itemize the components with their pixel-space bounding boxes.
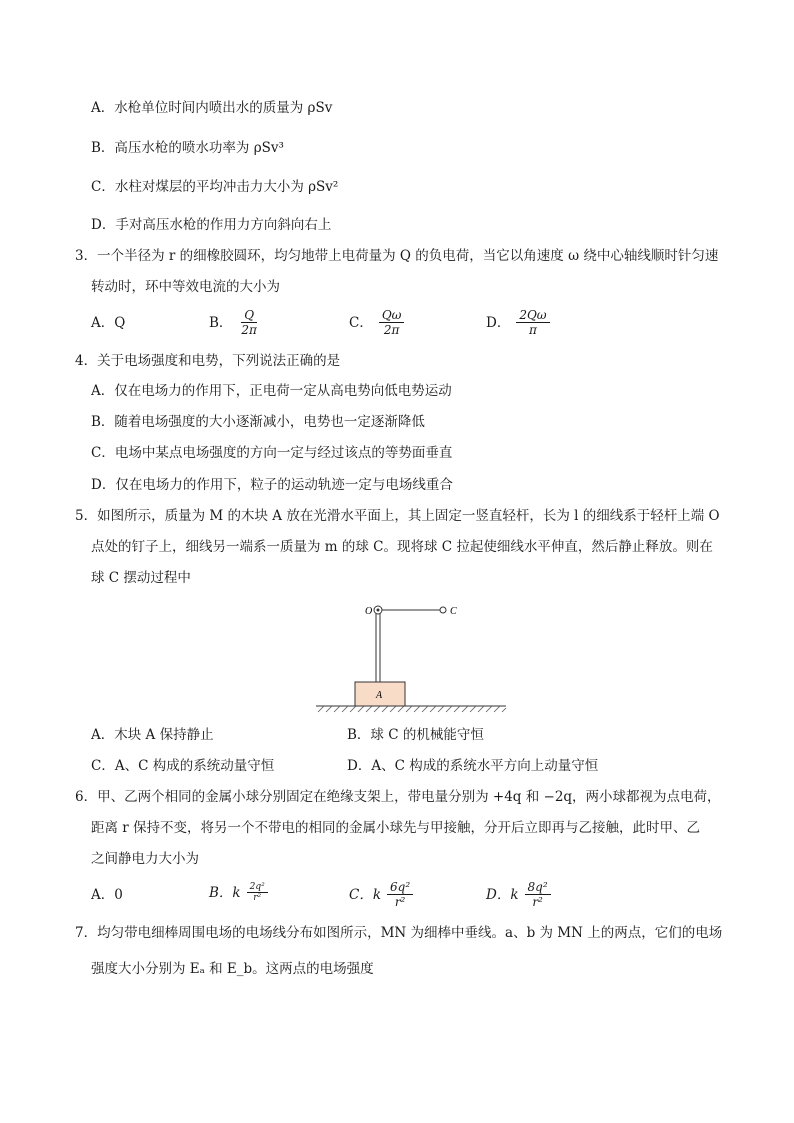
fraction-denominator: π: [529, 323, 537, 337]
q6-option-a: A．0: [91, 887, 123, 903]
q6-option-b-fraction: [247, 882, 268, 903]
q3-stem-line2: 转动时，环中等效电流的大小为: [91, 279, 280, 295]
q7-stem-line2: 强度大小分别为 Eₐ 和 E_b。这两点的电场强度: [91, 961, 374, 977]
q4-option-a: A．仅在电场力的作用下，正电荷一定从高电势向低电势运动: [91, 383, 452, 399]
q6-option-d-label: D．k: [486, 886, 519, 903]
fraction-denominator: 2π: [383, 323, 400, 337]
q6-option-d-fraction: [525, 880, 551, 909]
q3-option-c-label: C．: [349, 314, 373, 331]
q6-stem-line2: 距离 r 保持不变，将另一个不带电的相同的金属小球先与甲接触，分开后立即再与乙接触，此时甲、乙: [91, 820, 701, 836]
q3-option-b-label: B．: [209, 314, 233, 331]
q3-option-d-fraction: [516, 308, 549, 337]
ball-c-label: C: [450, 606, 457, 617]
q6-option-c: [349, 880, 413, 909]
q2-option-c: C．水柱对煤层的平均冲击力大小为 ρSv²: [91, 179, 339, 195]
q5-option-a: A．木块 A 保持静止: [91, 727, 214, 743]
q5-stem-line2: 点处的钉子上，细线另一端系一质量为 m 的球 C。现将球 C 拉起使细线水平伸直，然后静止释放。则在: [91, 539, 713, 555]
q6-option-c-fraction: [387, 880, 413, 909]
q4-option-b: B．随着电场强度的大小逐渐减小，电势也一定逐渐降低: [91, 414, 425, 430]
q5-figure: [310, 596, 510, 716]
q3-options: [91, 308, 711, 340]
block-a-label: A: [376, 690, 383, 701]
q3-option-d-label: D．: [486, 314, 511, 331]
q2-option-d: D．手对高压水枪的作用力方向斜向右上: [91, 217, 332, 233]
q5-option-d: D．A、C 构成的系统水平方向上动量守恒: [347, 758, 599, 774]
q3-stem-line1: 3．一个半径为 r 的细橡胶圆环，均匀地带上电荷量为 Q 的负电荷，当它以角速度 ω 绕中心轴线顺时针匀速: [75, 248, 719, 264]
q5-option-c: C．A、C 构成的系统动量守恒: [91, 758, 275, 774]
q3-option-c: [349, 308, 404, 337]
q6-options: [91, 880, 711, 912]
q4-option-d: D．仅在电场力的作用下，粒子的运动轨迹一定与电场线重合: [91, 477, 453, 493]
q3-option-b-fraction: [238, 308, 260, 337]
q4-stem: 4．关于电场强度和电势，下列说法正确的是: [75, 353, 341, 369]
fraction-numerator: Q: [241, 308, 257, 323]
q2-option-b: B．高压水枪的喷水功率为 ρSv³: [91, 140, 284, 156]
q7-stem-line1: 7．均匀带电细棒周围电场的电场线分布如图所示，MN 为细棒中垂线。a、b 为 MN 上的两点，它们的电场: [75, 925, 723, 941]
q6-option-b-label: B．k: [209, 884, 241, 901]
nail-o-center: [377, 609, 380, 612]
point-o-label: O: [365, 606, 373, 617]
q5-stem-line1: 5．如图所示，质量为 M 的木块 A 放在光滑水平面上，其上固定一竖直轻杆，长为 l 的细线系于轻杆上端 O: [75, 508, 720, 524]
q3-option-a: A．Q: [91, 315, 126, 331]
q6-option-d: [486, 880, 551, 909]
fraction-denominator: 2π: [241, 323, 257, 337]
ball-c: [440, 607, 446, 613]
fraction-denominator: r²: [394, 895, 406, 909]
vertical-rod: [376, 610, 380, 682]
fraction-denominator: r²: [253, 893, 262, 903]
fraction-denominator: r²: [532, 895, 543, 909]
fraction-numerator: 8q²: [525, 880, 551, 895]
fraction-numerator: 2q²: [247, 882, 268, 893]
ground-hatching: [318, 706, 506, 712]
q3-option-c-fraction: [379, 308, 405, 337]
q5-option-b: B．球 C 的机械能守恒: [347, 727, 484, 743]
fraction-numerator: Qω: [379, 308, 405, 323]
q6-stem-line3: 之间静电力大小为: [91, 851, 199, 867]
q6-option-b: [209, 882, 268, 903]
q2-option-a: A．水枪单位时间内喷出水的质量为 ρSv: [91, 100, 333, 116]
q5-stem-line3: 球 C 摆动过程中: [91, 570, 191, 586]
q3-option-b: [209, 308, 260, 337]
q6-stem-line1: 6．甲、乙两个相同的金属小球分别固定在绝缘支架上，带电量分别为 +4q 和 −2q，两小球都视为点电荷，: [75, 789, 721, 805]
fraction-numerator: 2Qω: [516, 308, 549, 323]
q3-option-d: [486, 308, 550, 337]
fraction-numerator: 6q²: [387, 880, 413, 895]
q4-option-c: C．电场中某点电场强度的方向一定与经过该点的等势面垂直: [91, 445, 453, 461]
q6-option-c-label: C．k: [349, 886, 382, 903]
